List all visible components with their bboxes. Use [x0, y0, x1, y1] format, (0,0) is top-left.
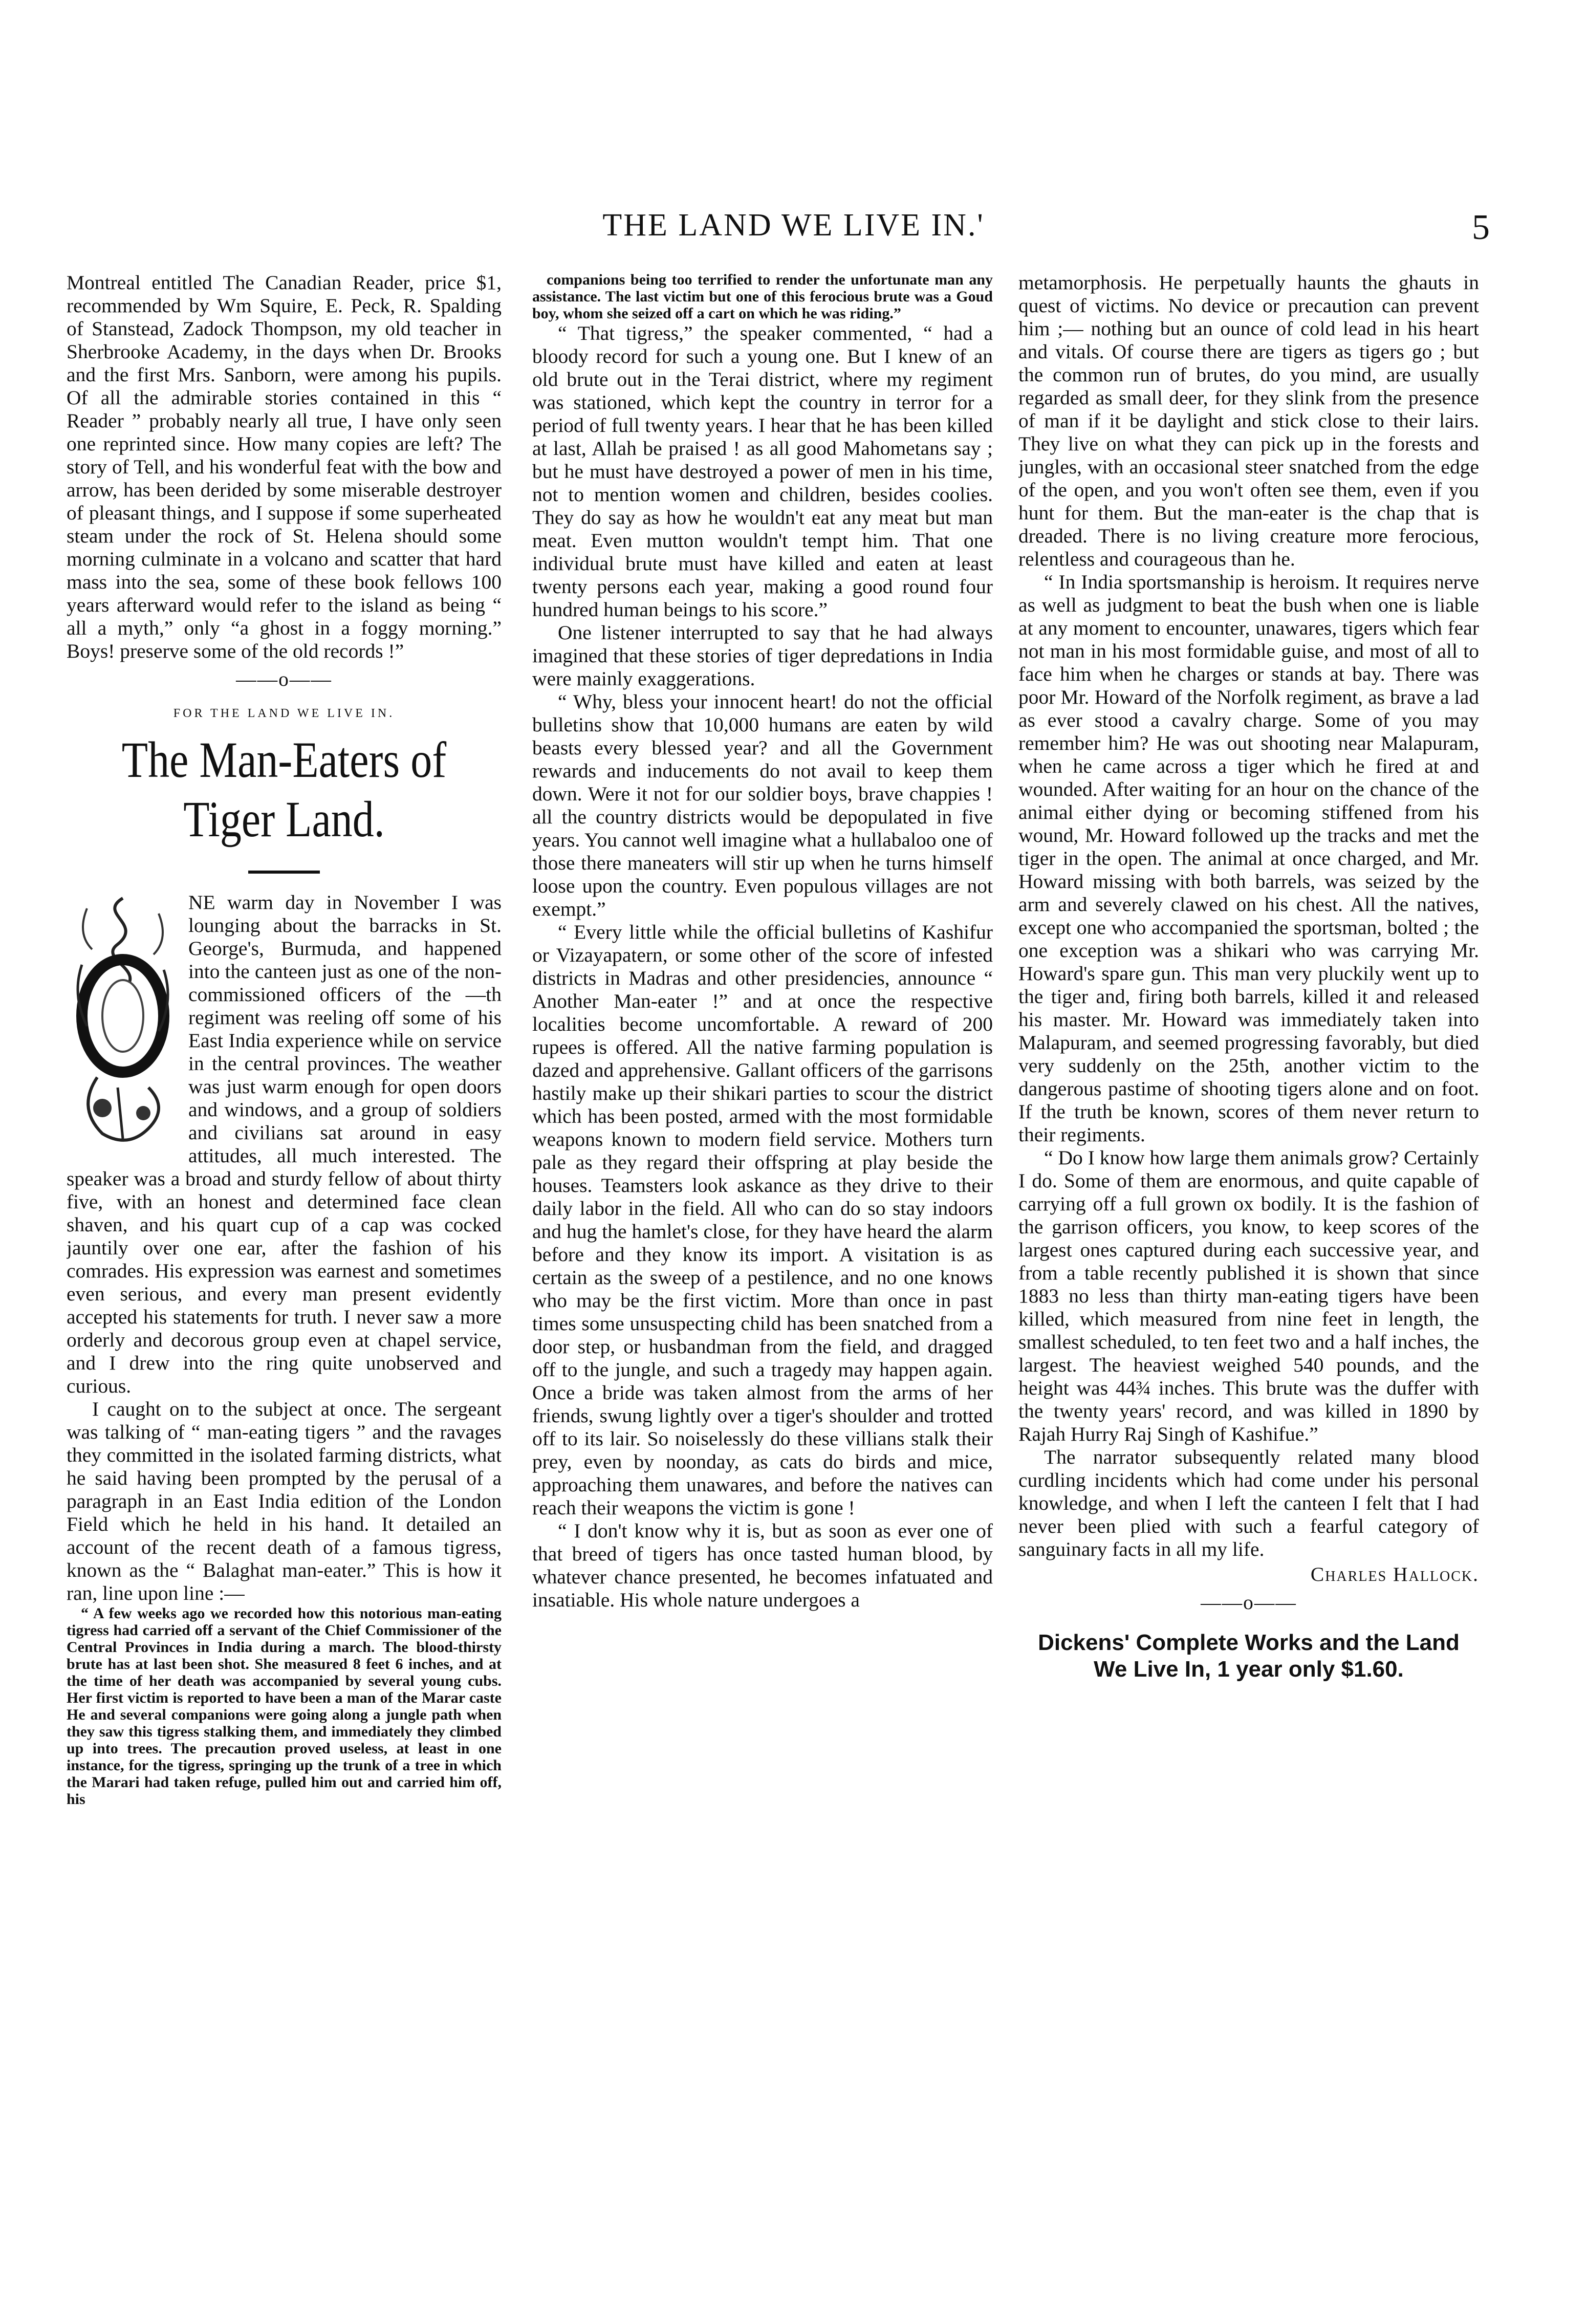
running-head: THE LAND WE LIVE IN.' — [602, 208, 985, 243]
author-byline: Charles Hallock. — [1310, 1563, 1479, 1585]
page-header — [0, 207, 1587, 248]
page-number: 5 — [1472, 208, 1490, 247]
paragraph: metamorphosis. He perpetually haunts the ghauts in quest of victims. No device or precaution can prevent him ;— nothing but an ounce of cold lead in his heart and vitals. Of course there are tigers as tigers go ; but the common run of brutes, do you mind, are usually regarded as small deer, for they slink from the presence of man if it be daylight and stick close to their lairs. They live on what they can pick up in the forests and jungles, with an occasional steer snatched from the edge of the open, and you won't often see them, even if you hunt for them. But the man-eater is the chap that is dreaded. There is no living creature more ferocious, relentless and courageous than he. — [1018, 271, 1479, 570]
paragraph: One listener interrupted to say that he had always imagined that these stories of tiger depredations in India were mainly exaggerations. — [532, 621, 993, 690]
section-divider: ——o—— — [1201, 1591, 1297, 1614]
paragraph: “ In India sportsmanship is heroism. It requires nerve as well as judgment to beat the bush when one is liable at any moment to encounter, unawares, tigers which fear not man in his most formidable guise, and most of all to face him when he charges or stands at bay. There was poor Mr. Howard of the Norfolk regiment, as brave a lad as ever stood a cavalry charge. Some of you may remember him? He was out shooting near Malapuram, when he came across a tiger which he fired at and wounded. After waiting for an hour on the chance of the animal either dying or becoming stiffened from his wound, Mr. Howard followed up the tracks and met the tiger in the open. The animal at once charged, and Mr. Howard missing with both barrels, was seized by the arm and severely clawed on his chest. All the natives, except one who accompanied the sportsman, bolted ; the one exception was a shikari who was carrying Mr. Howard's spare gun. This man very pluckily went up to the tiger and, firing both barrels, killed it and released his master. Mr. Howard was immediately taken into Malapuram, and seemed progressing favorably, but died very suddenly on the 25th, another victim to the dangerous pastime of shooting tigers alone and on foot. If the truth be known, scores of them never return to their regiments. — [1018, 571, 1479, 1146]
column-1 — [67, 271, 502, 2298]
paragraph: I caught on to the subject at once. The sergeant was talking of “ man-eating tigers ” and the ravages they committed in the isolated farming districts, what he said having been prompted by the perusal of a paragraph in an East India edition of the London Field which he held in his hand. It detailed an account of the recent death of a famous tigress, known as the “ Balaghat man-eater.” This is how it ran, line upon line :— — [67, 1398, 502, 1604]
ornamental-initial-icon — [67, 893, 179, 1149]
section-divider: ——o—— — [236, 668, 332, 690]
paragraph: “ I don't know why it is, but as soon as ever one of that breed of tigers has once tasted human blood, by whatever chance presented, he becomes infatuated and insatiable. His whole nature undergoes a — [532, 1519, 993, 1611]
paragraph: NE warm day in November I was lounging about the barracks in St. George's, Burmuda, and happened into the canteen just as one of the non-commissioned officers of the —th regiment was reeling off some of his East India experience while on service in the central provinces. The weather was just warm enough for open doors and windows, and a group of soldiers and civilians sat around in easy attitudes, all much interested. The speaker was a broad and sturdy fellow of about thirty five, with an honest and determined face clean shaven, and his quart cup of a cap was cocked jauntily over one ear, after the fashion of his comrades. His expression was earnest and sometimes even serious, and every man present evidently accepted his statements for truth. I never saw a more orderly and decorous group even at chapel service, and I drew into the ring quite unobserved and curious. — [67, 891, 502, 1397]
column-2 — [532, 271, 993, 2298]
advertisement: Dickens' Complete Works and the Land We Live In, 1 year only $1.60. — [1038, 1630, 1460, 1682]
paragraph: “ That tigress,” the speaker commented, “ had a bloody record for such a young one. But I knew of an old brute out in the Terai district, where my regiment was stationed, which kept the country in terror for a period of full twenty years. I hear that he has been killed at last, Allah be praised ! as all good Mahometans say ; but he must have destroyed a power of men in his time, not to mention women and children, besides coolies. They do say as how he wouldn't eat any meat but man meat. Even mutton wouldn't tempt him. That one individual brute must have killed and eaten at least twenty persons each year, making a good round four hundred human beings to his score.” — [532, 322, 993, 621]
paragraph: Montreal entitled The Canadian Reader, price $1, recommended by Wm Squire, E. Peck, R. Spalding of Stanstead, Zadock Thompson, my old teacher in Sherbrooke Academy, in the days when Dr. Brooks and the first Mrs. Sanborn, were among his pupils. Of all the admirable stories contained in this “ Reader ” probably nearly all true, I have only seen one reprinted since. How many copies are left? The story of Tell, and his wonderful feat with the bow and arrow, has been derided by some miserable destroyer of pleasant things, and I suppose if some superheated steam under the rock of St. Helena should some morning culminate in a volcano and scatter that hard mass into the sea, some of these book fellows 100 years afterward would refer to the island as being “ all a myth,” only “a ghost in a foggy morning.” Boys! preserve some of the old records !” — [67, 271, 502, 662]
quoted-paragraph: “ A few weeks ago we recorded how this notorious man-eating tigress had carried off a servant of the Chief Commissioner of the Central Provinces in India during a march. The blood-thirsty brute has at last been shot. She measured 8 feet 6 inches, and at the time of her death was accompanied by several young cubs. Her first victim is reported to have been a man of the Marar caste He and several companions were going along a jungle path when they saw this tigress stalking them, and immediately they climbed up into trees. The precaution proved useless, at least in one instance, for the tigress, springing up the trunk of a tree in which the Marari had taken refuge, pulled him out and carried him off, his — [67, 1605, 502, 1808]
paragraph: “ Every little while the official bulletins of Kashifur or Vizayapatern, or some other of the score of infested districts in Madras and other presidencies, announce “ Another Man-eater !” and at once the respective localities become uncomfortable. A reward of 200 rupees is offered. All the native farming population is dazed and apprehensive. Gallant officers of the garrisons hastily make up their shikari parties to scour the district which has been posted, armed with the most formidable weapons known to modern field service. Mothers turn pale as they regard their offspring at play beside the houses. Teamsters look askance as they drive to their daily labor in the field. All who can do so stay indoors and hug the hamlet's close, for they have heard the alarm before and they know its import. A visitation is as certain as the sweep of a pestilence, and no one knows who may be the first victim. More than once in past times some unsuspecting child has been snatched from a door step, or husbandman from the field, and dragged off to the jungle, and such a tragedy may happen again. Once a bride was taken almost from the arms of her friends, swung lightly over a tiger's shoulder and trotted off to its lair. So noiselessly do these villians stalk their prey, even by noonday, as cats do birds and mice, approaching them unawares, and before the natives can reach their weapons the victim is gone ! — [532, 921, 993, 1519]
quoted-paragraph: companions being too terrified to render the unfortunate man any assistance. The last victim but one of this ferocious brute was a Goud boy, whom she seized off a cart on which he was riding.” — [532, 271, 993, 322]
paragraph: “ Why, bless your innocent heart! do not the official bulletins show that 10,000 humans are eaten by wild beasts every blessed year? and all the Government rewards and inducements do not avail to keep them down. Were it not for our soldier boys, brave chappies ! all the country districts would be depopulated in five years. You cannot well imagine what a hullabaloo one of those there maneaters will stir up when he turns himself loose upon the country. Even populous villages are not exempt.” — [532, 690, 993, 920]
paragraph: The narrator subsequently related many blood curdling incidents which had come under his personal knowledge, and when I left the canteen I felt that I had never been plied with such a fearful category of sanguinary facts in all my life. — [1018, 1446, 1479, 1560]
article-kicker: FOR THE LAND WE LIVE IN. — [173, 707, 395, 720]
paragraph: “ Do I know how large them animals grow? Certainly I do. Some of them are enormous, and quite capable of carrying off a full grown ox bodily. It is the fashion of the garrison officers, you know, to keep scores of the largest ones captured during each successive year, and from a table recently published it is shown that since 1883 no less than thirty man-eating tigers have been killed, which measured from nine feet in length, the smallest scheduled, to ten feet two and a half inches, the largest. The heaviest weighed 540 pounds, and the height was 44¾ inches. This brute was the duffer with the twenty years' record, and was killed in 1890 by Rajah Hurry Raj Singh of Kashifue.” — [1018, 1146, 1479, 1445]
column-3 — [1018, 271, 1479, 2298]
article-title: The Man-Eaters of Tiger Land. — [121, 731, 447, 848]
title-rule — [248, 871, 320, 874]
